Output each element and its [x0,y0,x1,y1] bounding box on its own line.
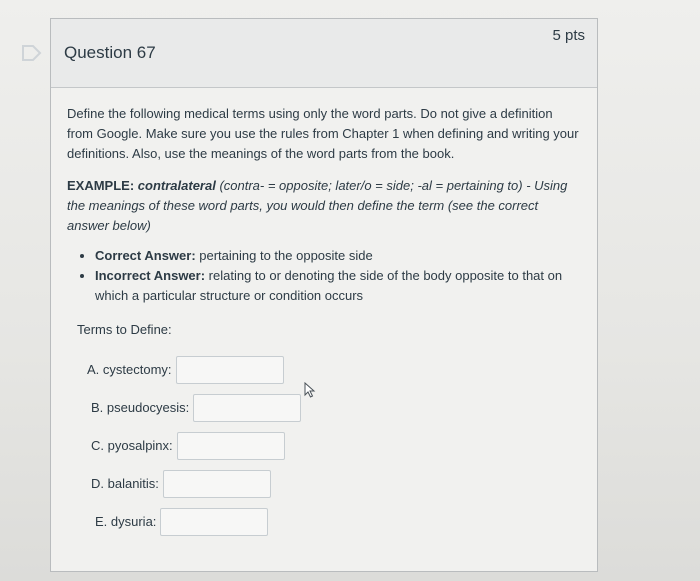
question-header [51,19,597,88]
term-row-e [95,506,581,538]
question-card [50,18,598,572]
term-input-e[interactable] [160,508,268,536]
bookmark-flag-icon[interactable] [21,44,43,62]
term-label: E. dysuria: [95,514,157,529]
mouse-pointer-icon [304,382,316,398]
term-label: D. balanitis: [91,476,159,491]
term-row-a [87,354,581,386]
example-term: contralateral [137,178,216,193]
list-item [95,246,581,266]
term-input-d[interactable] [163,470,271,498]
incorrect-answer-label: Incorrect Answer: [95,268,206,283]
term-input-c[interactable] [177,432,285,460]
incorrect-answer-text: relating to or denoting the side of the body opposite to that on which a particular structure or condition occurs [95,268,563,303]
question-instructions: Define the following medical terms using only the word parts. Do not give a definition from Google. Make sure you use the rules from Chapter 1 when defining and writing your definitions. Also, use the meanings of the word parts from the book. [67,106,579,161]
term-row-c [91,430,581,462]
example-label: EXAMPLE: [67,178,135,193]
answer-list [67,246,581,306]
term-label: C. pyosalpinx: [91,438,173,453]
term-label: A. cystectomy: [87,362,172,377]
correct-answer-text: pertaining to the opposite side [195,248,373,263]
term-input-b[interactable] [193,394,301,422]
term-label: B. pseudocyesis: [91,400,190,415]
term-row-b [91,392,581,424]
question-body [51,88,597,571]
correct-answer-label: Correct Answer: [95,248,196,263]
list-item [95,266,581,306]
question-points: 5 pts [552,27,585,44]
example-paragraph [67,176,581,236]
question-title: Question 67 [64,43,156,62]
term-input-a[interactable] [176,356,284,384]
term-row-d [91,468,581,500]
terms-label: Terms to Define: [77,322,172,337]
example-text: (contra- = opposite; later/o = side; -al = pertaining to) - Using the meanings of these word parts, you would then define the term (see the correct answer below) [67,178,568,233]
